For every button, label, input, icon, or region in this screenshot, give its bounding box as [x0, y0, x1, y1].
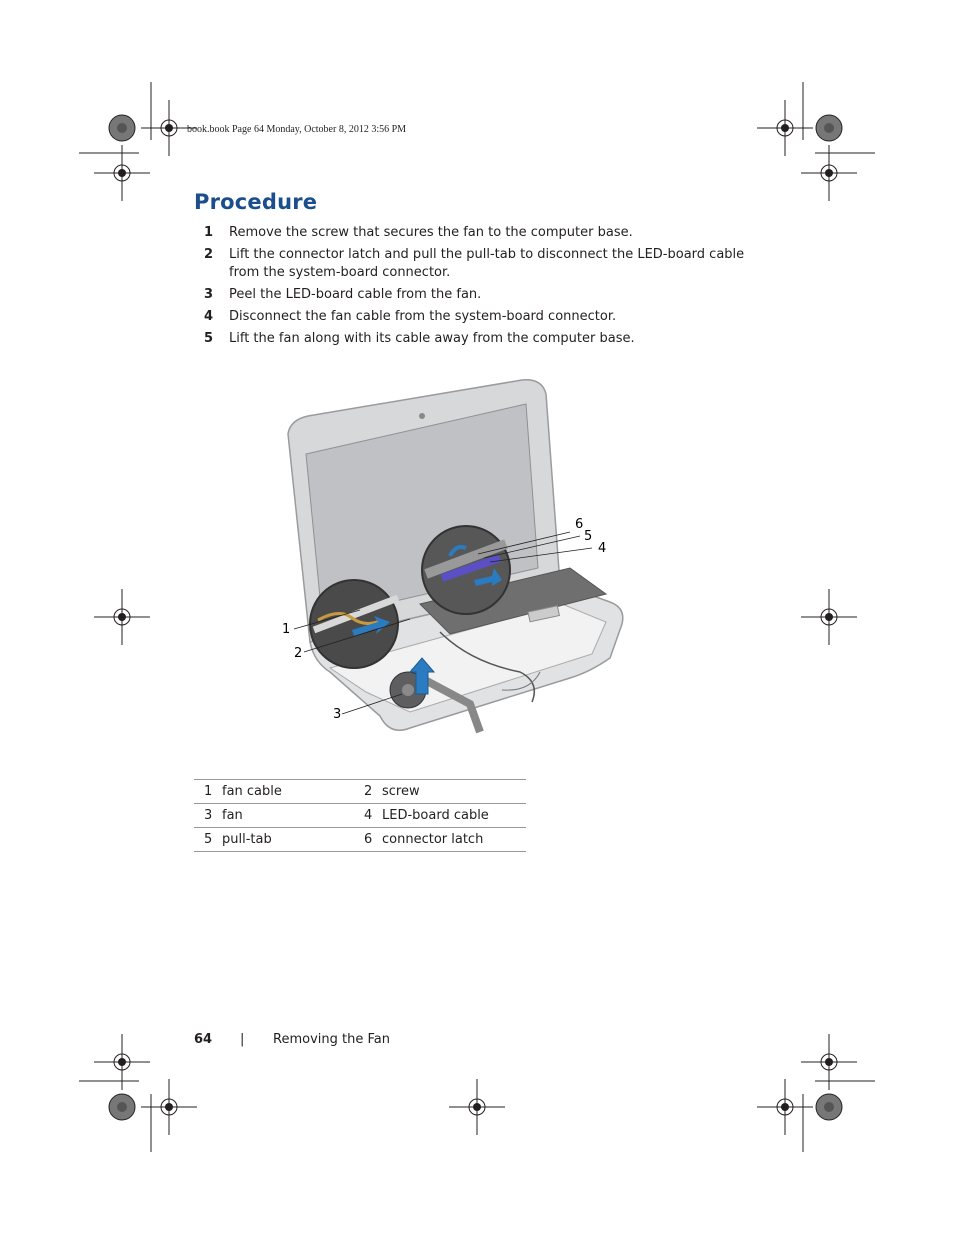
step-number: 4	[204, 309, 214, 324]
print-header: book.book Page 64 Monday, October 8, 2012 3:56 PM	[187, 124, 407, 135]
page-number: 64	[194, 1032, 213, 1047]
legend-number: 4	[364, 807, 373, 823]
legend-table	[194, 779, 526, 852]
legend-label: screw	[382, 783, 420, 799]
step-number: 5	[204, 331, 214, 346]
step-number: 3	[204, 287, 214, 302]
legend-label: fan cable	[222, 783, 282, 799]
legend-number: 2	[364, 783, 373, 799]
callout-3: 3	[333, 707, 342, 722]
step-text: Remove the screw that secures the fan to the computer base.	[229, 225, 633, 240]
legend-number: 1	[204, 783, 213, 799]
callout-6: 6	[575, 517, 584, 532]
step-text: Lift the fan along with its cable away from the computer base.	[229, 331, 635, 346]
footer-section-title: Removing the Fan	[273, 1032, 390, 1047]
step-item	[204, 246, 764, 282]
legend-label: LED-board cable	[382, 807, 489, 823]
page-title: Procedure	[194, 190, 318, 214]
footer-separator: |	[240, 1032, 245, 1047]
step-text: Disconnect the fan cable from the system-board connector.	[229, 309, 617, 324]
legend-label: pull-tab	[222, 831, 272, 847]
step-item	[204, 308, 764, 326]
step-text: Peel the LED-board cable from the fan.	[229, 287, 482, 302]
procedure-steps	[204, 224, 764, 352]
legend-number: 5	[204, 831, 213, 847]
callout-4: 4	[598, 541, 607, 556]
step-number: 2	[204, 247, 214, 262]
callout-2: 2	[294, 646, 303, 661]
laptop-fan-illustration	[270, 372, 690, 762]
step-number: 1	[204, 225, 214, 240]
table-row	[194, 780, 526, 804]
legend-number: 3	[204, 807, 213, 823]
table-row	[194, 828, 526, 852]
step-item	[204, 330, 764, 348]
step-text: Lift the connector latch and pull the pull-tab to disconnect the LED-board cable from the system-board connector.	[229, 247, 745, 280]
legend-label: connector latch	[382, 831, 484, 847]
callout-1: 1	[282, 622, 291, 637]
callout-5: 5	[584, 529, 593, 544]
step-item	[204, 286, 764, 304]
legend-number: 6	[364, 831, 373, 847]
table-row	[194, 804, 526, 828]
legend-label: fan	[222, 807, 243, 823]
step-item	[204, 224, 764, 242]
